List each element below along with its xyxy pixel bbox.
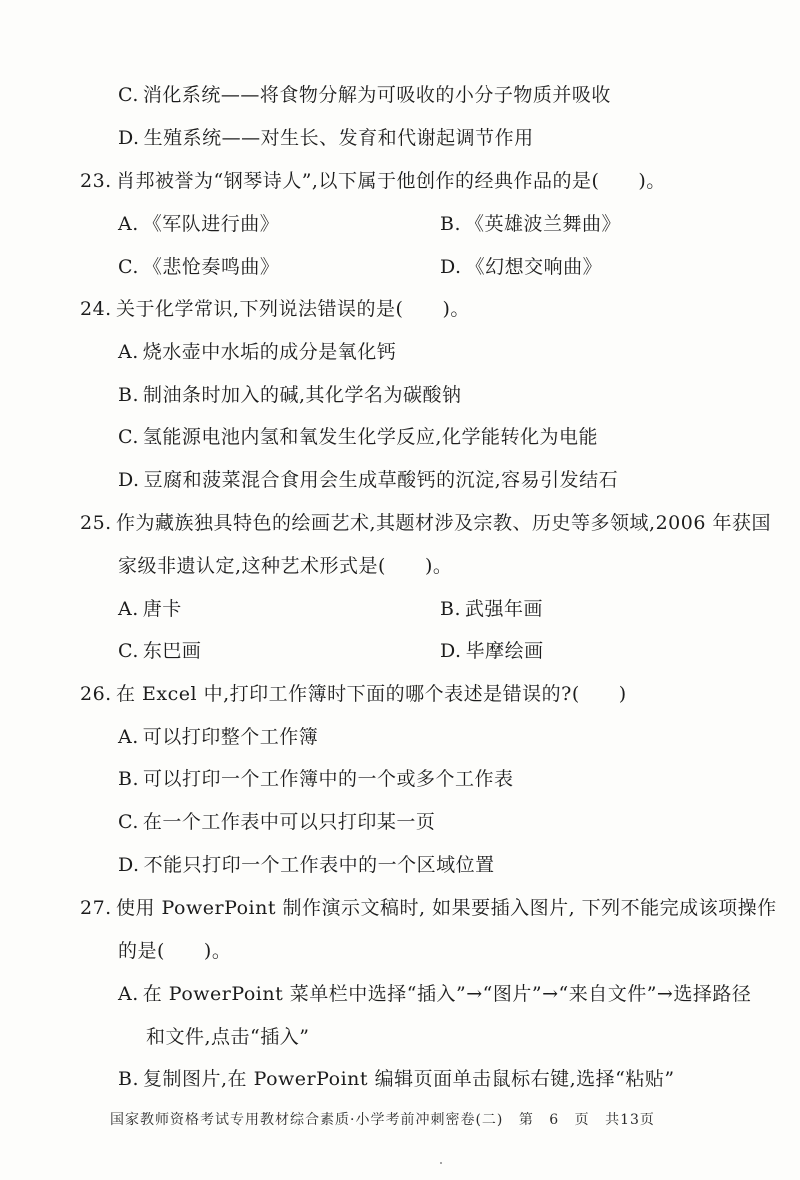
question-text: 在 Excel 中,打印工作簿时下面的哪个表述是错误的?( ) bbox=[116, 683, 627, 705]
question-number: 27. bbox=[80, 897, 112, 919]
q26-stem bbox=[80, 681, 627, 707]
option-label: B. bbox=[118, 1068, 140, 1090]
q23-stem bbox=[80, 168, 666, 194]
q27-stem-continued bbox=[118, 938, 231, 964]
option-label: D. bbox=[118, 127, 140, 149]
option-text: 消化系统——将食物分解为可吸收的小分子物质并吸收 bbox=[142, 84, 611, 106]
option-label: D. bbox=[118, 854, 140, 876]
question-number: 23. bbox=[80, 170, 112, 192]
option-text: 《悲怆奏鸣曲》 bbox=[142, 256, 280, 278]
q24-stem bbox=[80, 296, 470, 322]
q25-option-c bbox=[118, 638, 201, 664]
q25-option-b bbox=[440, 596, 543, 622]
q25-stem-continued bbox=[118, 553, 452, 579]
option-text: 和文件,点击“插入” bbox=[146, 1026, 310, 1048]
q23-option-b bbox=[440, 211, 621, 237]
q26-option-d bbox=[118, 852, 495, 878]
option-text: 制油条时加入的碱,其化学名为碳酸钠 bbox=[143, 384, 462, 406]
option-label: A. bbox=[118, 213, 139, 235]
option-label: D. bbox=[440, 256, 462, 278]
option-label: A. bbox=[118, 726, 139, 748]
option-label: A. bbox=[118, 341, 139, 363]
question-text: 的是( )。 bbox=[118, 940, 232, 962]
option-text: 氢能源电池内氢和氧发生化学反应,化学能转化为电能 bbox=[142, 426, 598, 448]
option-label: A. bbox=[118, 983, 139, 1005]
option-text: 烧水壶中水垢的成分是氧化钙 bbox=[142, 341, 397, 363]
q27-option-a bbox=[118, 981, 751, 1007]
footer-total-pages: 共13页 bbox=[605, 1112, 655, 1128]
q24-option-b bbox=[118, 382, 462, 408]
option-text: 《幻想交响曲》 bbox=[465, 256, 603, 278]
option-text: 在一个工作表中可以只打印某一页 bbox=[142, 811, 436, 833]
option-text: 毕摩绘画 bbox=[465, 640, 544, 662]
option-label: C. bbox=[118, 811, 139, 833]
footer-book-title: 国家教师资格考试专用教材综合素质·小学考前冲刺密卷(二) bbox=[110, 1112, 504, 1128]
footer-page-number: 6 bbox=[549, 1112, 560, 1128]
option-label: A. bbox=[118, 598, 139, 620]
option-label: B. bbox=[440, 598, 462, 620]
question-text: 使用 PowerPoint 制作演示文稿时, 如果要插入图片, 下列不能完成该项操作 bbox=[116, 897, 777, 919]
option-label: B. bbox=[118, 384, 140, 406]
q23-option-d bbox=[440, 254, 602, 280]
q27-option-a-continued bbox=[146, 1024, 309, 1050]
option-label: B. bbox=[118, 768, 140, 790]
option-text: 《军队进行曲》 bbox=[142, 213, 280, 235]
option-label: C. bbox=[118, 84, 139, 106]
q23-option-a bbox=[118, 211, 279, 237]
question-text: 肖邦被誉为“钢琴诗人”,以下属于他创作的经典作品的是( )。 bbox=[116, 170, 666, 192]
footer-page-unit: 页 bbox=[574, 1112, 590, 1128]
q25-stem bbox=[80, 510, 771, 536]
q26-option-b bbox=[118, 766, 514, 792]
question-number: 24. bbox=[80, 298, 112, 320]
option-text: 生殖系统——对生长、发育和代谢起调节作用 bbox=[143, 127, 534, 149]
q23-option-c bbox=[118, 254, 279, 280]
q25-option-a bbox=[118, 596, 182, 622]
question-text: 关于化学常识,下列说法错误的是( )。 bbox=[116, 298, 470, 320]
q25-option-d bbox=[440, 638, 544, 664]
option-text: 可以打印整个工作簿 bbox=[142, 726, 319, 748]
page-footer bbox=[110, 1110, 665, 1130]
question-number: 25. bbox=[80, 512, 112, 534]
option-label: D. bbox=[118, 469, 140, 491]
option-text: 不能只打印一个工作表中的一个区域位置 bbox=[143, 854, 495, 876]
q24-option-a bbox=[118, 339, 396, 365]
q24-option-c bbox=[118, 424, 598, 450]
option-text: 唐卡 bbox=[142, 598, 182, 620]
option-label: C. bbox=[118, 426, 139, 448]
option-label: D. bbox=[440, 640, 462, 662]
q22-option-c bbox=[118, 82, 611, 108]
option-text: 《英雄波兰舞曲》 bbox=[465, 213, 622, 235]
q26-option-c bbox=[118, 809, 435, 835]
option-text: 武强年画 bbox=[465, 598, 544, 620]
q27-stem bbox=[80, 895, 777, 921]
scan-speck bbox=[440, 1162, 442, 1164]
q26-option-a bbox=[118, 724, 318, 750]
option-label: B. bbox=[440, 213, 462, 235]
option-label: C. bbox=[118, 640, 139, 662]
q27-option-b bbox=[118, 1066, 675, 1092]
option-text: 东巴画 bbox=[142, 640, 202, 662]
option-text: 复制图片,在 PowerPoint 编辑页面单击鼠标右键,选择“粘贴” bbox=[143, 1068, 675, 1090]
q24-option-d bbox=[118, 467, 618, 493]
option-text: 在 PowerPoint 菜单栏中选择“插入”→“图片”→“来自文件”→选择路径 bbox=[142, 983, 752, 1005]
q22-option-d bbox=[118, 125, 534, 151]
question-text: 家级非遗认定,这种艺术形式是( )。 bbox=[118, 555, 453, 577]
question-text: 作为藏族独具特色的绘画艺术,其题材涉及宗教、历史等多领域,2006 年获国 bbox=[116, 512, 771, 534]
option-text: 豆腐和菠菜混合食用会生成草酸钙的沉淀,容易引发结石 bbox=[143, 469, 619, 491]
option-text: 可以打印一个工作簿中的一个或多个工作表 bbox=[143, 768, 514, 790]
question-number: 26. bbox=[80, 683, 112, 705]
footer-page-label: 第 bbox=[518, 1112, 534, 1128]
option-label: C. bbox=[118, 256, 139, 278]
